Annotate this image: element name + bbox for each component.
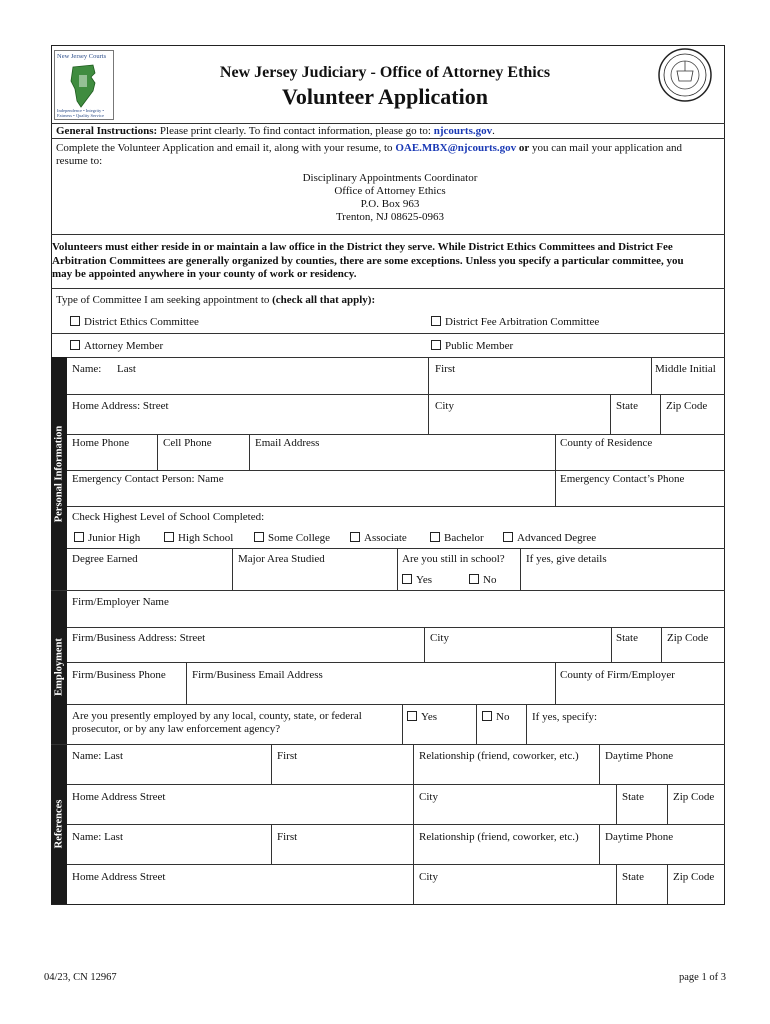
divider [616, 864, 617, 904]
firm-email-field[interactable]: Firm/Business Email Address [192, 669, 323, 681]
ref2-city-field[interactable]: City [419, 871, 438, 883]
divider [424, 627, 425, 662]
divider [51, 590, 725, 591]
address-line: Trenton, NJ 08625-0963 [335, 211, 445, 223]
divider [67, 548, 725, 549]
checkbox-fee-arbitration[interactable] [431, 316, 599, 328]
last-name-field[interactable]: Last [117, 363, 136, 375]
county-residence-field[interactable]: County of Residence [560, 437, 653, 449]
divider [51, 744, 725, 745]
form-subtitle: New Jersey Judiciary - Office of Attorney Ethics [219, 64, 551, 81]
notice-line: Arbitration Committees are generally organized by counties, there are some exceptions. Unless you specify a particular committee, you [52, 254, 684, 267]
divider [271, 744, 272, 784]
divider [67, 394, 725, 395]
checkbox-label: No [496, 711, 510, 723]
checkbox-label: Junior High [88, 532, 141, 544]
email-field[interactable]: Email Address [255, 437, 320, 449]
divider [402, 704, 403, 744]
njcourts-link[interactable]: njcourts.gov [433, 125, 493, 137]
school-prompt: Check Highest Level of School Completed: [72, 511, 265, 523]
checkbox-junior-high[interactable] [74, 532, 140, 544]
home-phone-field[interactable]: Home Phone [72, 437, 130, 449]
checkbox-bachelor[interactable] [430, 532, 484, 544]
checkbox-label: Yes [416, 574, 433, 586]
checkbox-district-ethics[interactable] [70, 316, 199, 328]
checkbox-icon [254, 532, 264, 542]
checkbox-high-school[interactable] [164, 532, 233, 544]
divider [520, 548, 521, 590]
divider [428, 394, 429, 434]
divider [413, 864, 414, 904]
divider [610, 394, 611, 434]
ref1-city-field[interactable]: City [419, 791, 438, 803]
checkbox-public-member[interactable] [431, 340, 513, 352]
checkbox-attorney-member[interactable] [70, 340, 163, 352]
general-instructions [56, 125, 495, 137]
checkbox-icon [407, 711, 417, 721]
zip-field[interactable]: Zip Code [666, 400, 708, 412]
complete-text-2: you can mail your application and [532, 142, 683, 154]
question-line: Are you presently employed by any local, county, state, or federal [72, 710, 362, 722]
divider [51, 357, 725, 358]
section-employment: Employment [51, 590, 67, 744]
degree-earned-field[interactable]: Degree Earned [72, 553, 138, 565]
divider [51, 333, 725, 334]
checkbox-label: No [483, 574, 497, 586]
divider [667, 784, 668, 824]
form-title: Volunteer Application [282, 84, 488, 109]
gov-specify-field[interactable]: If yes, specify: [532, 711, 598, 723]
divider [616, 784, 617, 824]
firm-phone-field[interactable]: Firm/Business Phone [72, 669, 166, 681]
divider [611, 627, 612, 662]
emergency-contact-field[interactable]: Emergency Contact Person: Name [72, 473, 224, 485]
divider [67, 704, 725, 705]
ref1-first-name-field[interactable]: First [277, 750, 298, 762]
state-seal-icon [657, 47, 713, 103]
first-name-field[interactable]: First [435, 363, 456, 375]
section-personal-information: Personal Information [51, 357, 67, 590]
checkbox-label: Attorney Member [84, 340, 164, 352]
checkbox-icon [431, 340, 441, 350]
divider [661, 627, 662, 662]
state-field[interactable]: State [616, 400, 638, 412]
instructions-text: Please print clearly. To find contact information, please go to: [159, 125, 431, 137]
question-line: prosecutor, or by any law enforcement agency? [72, 723, 281, 735]
logo-motto: Independence • Integrity • Fairness • Quality Service [57, 108, 105, 118]
ref2-last-name-field[interactable]: Name: Last [72, 831, 124, 843]
checkbox-icon [482, 711, 492, 721]
checkbox-gov-no[interactable] [482, 711, 509, 723]
ref2-state-field[interactable]: State [622, 871, 644, 883]
notice-line: may be appointed anywhere in your county of work or residency. [52, 268, 357, 280]
firm-zip-field[interactable]: Zip Code [667, 632, 709, 644]
firm-county-field[interactable]: County of Firm/Employer [560, 669, 675, 681]
divider [67, 506, 725, 507]
checkbox-label: District Fee Arbitration Committee [445, 316, 600, 328]
page-number: page 1 of 3 [679, 972, 726, 983]
checkbox-label: Some College [268, 532, 331, 544]
checkbox-icon [74, 532, 84, 542]
checkbox-some-college[interactable] [254, 532, 330, 544]
checkbox-icon [350, 532, 360, 542]
firm-city-field[interactable]: City [430, 632, 449, 644]
checkbox-still-school-no[interactable] [469, 574, 496, 586]
checkbox-label: Yes [421, 711, 438, 723]
ref1-last-name-field[interactable]: Name: Last [72, 750, 124, 762]
divider [651, 357, 652, 394]
divider [232, 548, 233, 590]
divider [67, 784, 725, 785]
divider [67, 824, 725, 825]
checkbox-label: Public Member [445, 340, 514, 352]
checkbox-label: District Ethics Committee [84, 316, 199, 328]
divider [67, 864, 725, 865]
divider [599, 744, 600, 784]
divider [526, 704, 527, 744]
ref1-address-field[interactable]: Home Address Street [72, 791, 166, 803]
divider [51, 288, 725, 289]
government-employment-question [72, 710, 362, 736]
divider [428, 357, 429, 394]
ref1-relationship-field[interactable]: Relationship (friend, coworker, etc.) [419, 750, 579, 762]
committee-prompt-bold: (check all that apply): [272, 294, 376, 306]
checkbox-associate[interactable] [350, 532, 407, 544]
complete-text: Complete the Volunteer Application and email it, along with your resume, to [56, 142, 393, 154]
firm-name-field[interactable]: Firm/Employer Name [72, 596, 169, 608]
complete-instructions [56, 142, 682, 154]
divider [186, 662, 187, 704]
divider [157, 434, 158, 470]
section-references: References [51, 744, 67, 904]
form-code: 04/23, CN 12967 [44, 972, 117, 983]
divider [271, 824, 272, 864]
address-line: Disciplinary Appointments Coordinator [302, 172, 478, 184]
divider [249, 434, 250, 470]
mailing-address [0, 172, 770, 224]
cell-phone-field[interactable]: Cell Phone [163, 437, 212, 449]
checkbox-icon [430, 532, 440, 542]
checkbox-label: Associate [364, 532, 407, 544]
divider [67, 470, 725, 471]
checkbox-icon [402, 574, 412, 584]
instructions-label: General Instructions: [56, 125, 158, 137]
divider [413, 824, 414, 864]
firm-state-field[interactable]: State [616, 632, 638, 644]
checkbox-icon [469, 574, 479, 584]
divider [67, 662, 725, 663]
divider [667, 864, 668, 904]
oae-email-link[interactable]: OAE.MBX@njcourts.gov [395, 142, 517, 154]
residency-notice [52, 241, 684, 282]
checkbox-icon [70, 316, 80, 326]
checkbox-label: High School [178, 532, 234, 544]
checkbox-still-school-yes[interactable] [402, 574, 432, 586]
ref1-state-field[interactable]: State [622, 791, 644, 803]
checkbox-advanced-degree[interactable] [503, 532, 596, 544]
divider [51, 138, 725, 139]
committee-prompt [56, 294, 375, 306]
ref1-zip-field[interactable]: Zip Code [673, 791, 715, 803]
checkbox-label: Advanced Degree [517, 532, 597, 544]
city-field[interactable]: City [435, 400, 454, 412]
divider [660, 394, 661, 434]
ref2-first-name-field[interactable]: First [277, 831, 298, 843]
checkbox-icon [503, 532, 513, 542]
instructions-period: . [492, 125, 495, 137]
home-address-field[interactable]: Home Address: Street [72, 400, 169, 412]
divider [599, 824, 600, 864]
checkbox-icon [431, 316, 441, 326]
still-in-school-prompt: Are you still in school? [402, 553, 505, 565]
divider [413, 744, 414, 784]
notice-line: Volunteers must either reside in or maintain a law office in the District they serve. While District Ethics Committees and District Fee [52, 241, 673, 253]
checkbox-icon [164, 532, 174, 542]
name-label: Name: [72, 363, 102, 375]
address-line: P.O. Box 963 [360, 198, 420, 210]
divider [413, 784, 414, 824]
checkbox-icon [70, 340, 80, 350]
address-line: Office of Attorney Ethics [334, 185, 446, 197]
divider [67, 627, 725, 628]
complete-text-3: resume to: [56, 155, 103, 167]
ref2-phone-field[interactable]: Daytime Phone [605, 831, 674, 843]
ref2-address-field[interactable]: Home Address Street [72, 871, 166, 883]
emergency-phone-field[interactable]: Emergency Contact’s Phone [560, 473, 685, 485]
checkbox-gov-yes[interactable] [407, 711, 437, 723]
committee-prompt-text: Type of Committee I am seeking appointment to [56, 294, 270, 306]
divider [67, 434, 725, 435]
divider [476, 704, 477, 744]
divider [51, 234, 725, 235]
divider [51, 123, 725, 124]
logo-title: New Jersey Courts [57, 53, 107, 60]
firm-address-field[interactable]: Firm/Business Address: Street [72, 632, 206, 644]
major-area-field[interactable]: Major Area Studied [238, 553, 325, 565]
ref2-relationship-field[interactable]: Relationship (friend, coworker, etc.) [419, 831, 579, 843]
divider [397, 548, 398, 590]
checkbox-label: Bachelor [444, 532, 484, 544]
divider [555, 662, 556, 704]
ref1-phone-field[interactable]: Daytime Phone [605, 750, 674, 762]
or-text: or [518, 142, 530, 154]
ref2-zip-field[interactable]: Zip Code [673, 871, 715, 883]
middle-initial-field[interactable]: Middle Initial [655, 363, 716, 375]
school-details-field[interactable]: If yes, give details [526, 553, 607, 565]
